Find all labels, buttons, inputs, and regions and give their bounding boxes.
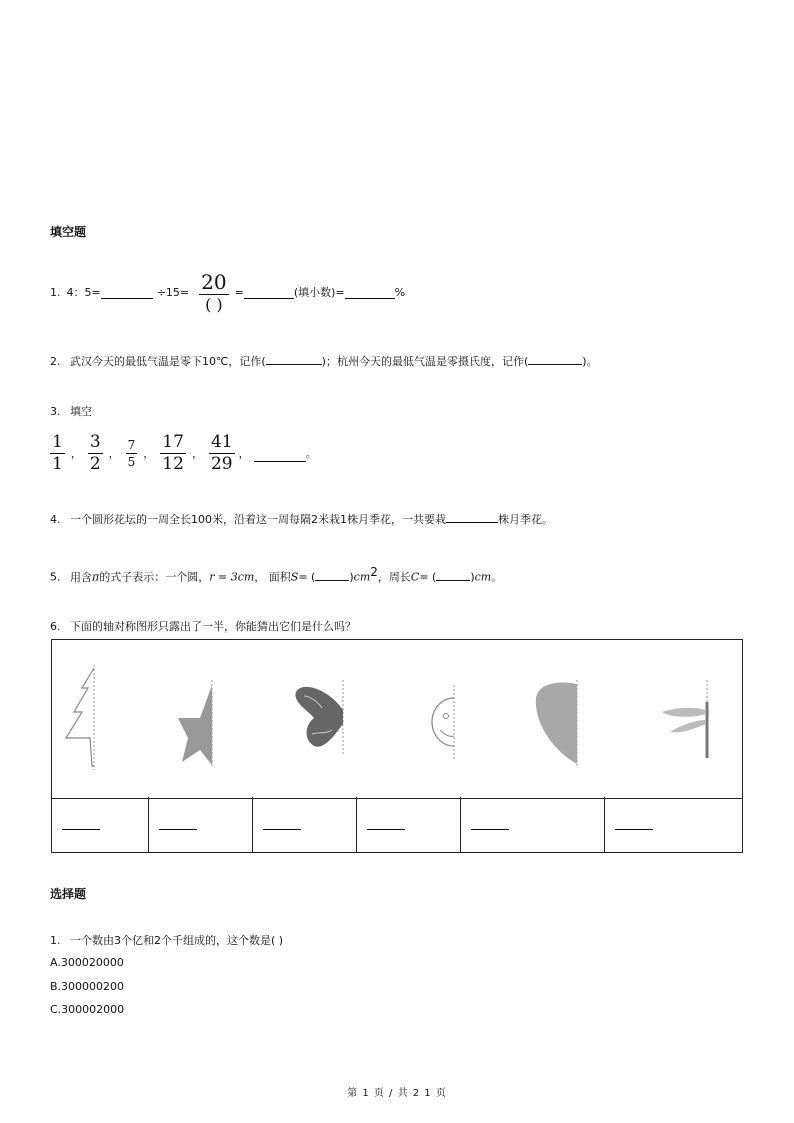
question-text: = ( [298,570,316,584]
question-text: ) [349,570,354,584]
smiley-half-icon [432,685,454,760]
question-3-label [50,403,92,419]
question-1 [50,270,405,314]
section-title-fill: 填空题 [50,225,87,239]
answer-blank[interactable] [159,817,197,830]
option-c[interactable]: C.300002000 [50,1003,125,1016]
answer-blank[interactable] [345,286,395,299]
question-number: 3. [50,405,61,418]
length-unit: cm [474,570,492,584]
option-a[interactable]: A.300020000 [50,956,124,969]
fraction-numerator: 1 [52,431,63,452]
question-number: 2. [50,355,61,368]
answer-blank[interactable] [471,817,509,830]
answer-cell [253,797,357,852]
answer-cell [461,797,605,852]
fraction-denominator: 5 [127,454,136,469]
separator: ， [143,447,155,460]
answer-blank[interactable] [62,817,100,830]
question-text: )；杭州今天的最低气温是零摄氏度，记作( [321,355,529,368]
answer-blank-circumference[interactable] [436,568,470,581]
answer-blank-area[interactable] [315,568,349,581]
fraction-numerator: 3 [89,431,101,452]
question-number: 4. [50,513,61,526]
superscript: 2 [370,565,378,579]
section-title-choice: 选择题 [50,887,87,901]
answer-cell [357,797,461,852]
fraction-denominator: 29 [210,453,233,474]
fraction-denominator: 1 [52,453,63,474]
star-half-icon [178,680,212,768]
question-text: 填空 [70,405,92,418]
question-6 [50,618,356,634]
question-number: 5. [50,570,61,584]
question-text: ，周长 [377,570,411,584]
question-number: 1. [50,934,61,947]
question-text: = ( [419,570,437,584]
shapes-image-row [51,639,743,799]
question-text: 的式子表示：一个圆， [99,570,210,584]
decimal-note: (填小数)= [293,286,345,299]
fraction-denominator: 2 [89,453,101,474]
half-shapes-picture [52,640,742,798]
fraction-numerator: 7 [127,437,136,452]
question-text: ， 面积 [254,570,291,584]
fraction-denominator: ( ) [205,294,223,314]
answer-blank[interactable] [101,286,153,299]
sentence-end: 。 [491,570,503,584]
question-text: 一个圆形花坛的一周全长100米，沿着这一周每隔2米栽1株月季花，一共要栽 [70,513,446,526]
fraction-numerator: 41 [210,431,233,452]
pi-symbol: π [92,570,100,584]
answer-blank[interactable] [615,817,653,830]
radius-expression: r = 3cm [209,570,255,584]
question-text: 武汉今天的最低气温是零下10℃，记作( [70,355,266,368]
question-text: )。 [582,355,598,368]
option-b[interactable]: B.300000200 [50,980,125,993]
sequence-fraction [126,439,138,468]
question-text: 下面的轴对称图形只露出了一半，你能猜出它们是什么吗？ [70,620,356,633]
question-2 [50,352,598,369]
area-variable: S [290,570,299,584]
question-text: 用含 [70,570,92,584]
question-text: 株月季花。 [498,513,553,526]
tree-half-icon [66,665,94,770]
separator: ， [70,447,82,460]
fraction [199,269,228,314]
answer-blank[interactable] [367,817,405,830]
answer-blank[interactable] [446,510,498,523]
percent-sign: % [394,285,406,299]
equals-sign: = [234,285,244,299]
answer-cell [52,797,149,852]
area-unit: cm [353,570,371,584]
fraction-numerator: 17 [162,431,184,452]
sequence-fraction [209,431,235,474]
fraction-denominator: 12 [162,453,184,474]
answer-row [51,797,743,853]
sequence-fraction [160,431,186,474]
separator: ， [191,447,203,460]
question-text: ) [470,570,475,584]
answer-blank[interactable] [266,352,322,365]
separator: ， [238,447,250,460]
answer-cell [605,797,742,852]
dragonfly-half-icon [662,680,707,760]
answer-cell [149,797,253,852]
fraction-sequence [50,427,317,479]
question-text: 一个数由3个亿和2个千组成的，这个数是( ) [70,934,284,947]
sequence-fraction [88,431,103,474]
question-number: 1. [50,285,61,299]
fraction-numerator: 20 [201,269,227,294]
answer-blank[interactable] [263,817,301,830]
page-footer: 第 1 页 / 共 2 1 页 [347,1088,447,1099]
fraction-bar [126,453,138,454]
answer-blank[interactable] [254,449,306,462]
question-number: 6. [50,620,61,633]
separator: ， [108,447,120,460]
butterfly-half-icon [295,680,343,756]
sentence-end: 。 [305,447,317,460]
question-4 [50,510,553,527]
answer-blank[interactable] [244,286,294,299]
choice-question-1 [50,932,283,948]
circumference-variable: C [410,570,420,584]
division-text: ÷15= [156,285,190,299]
question-5 [50,565,502,585]
answer-blank[interactable] [528,352,582,365]
ratio-text: 4：5= [66,286,101,299]
half-shapes-table [51,639,743,854]
leaf-half-icon [536,680,577,768]
sequence-fraction [50,431,65,474]
